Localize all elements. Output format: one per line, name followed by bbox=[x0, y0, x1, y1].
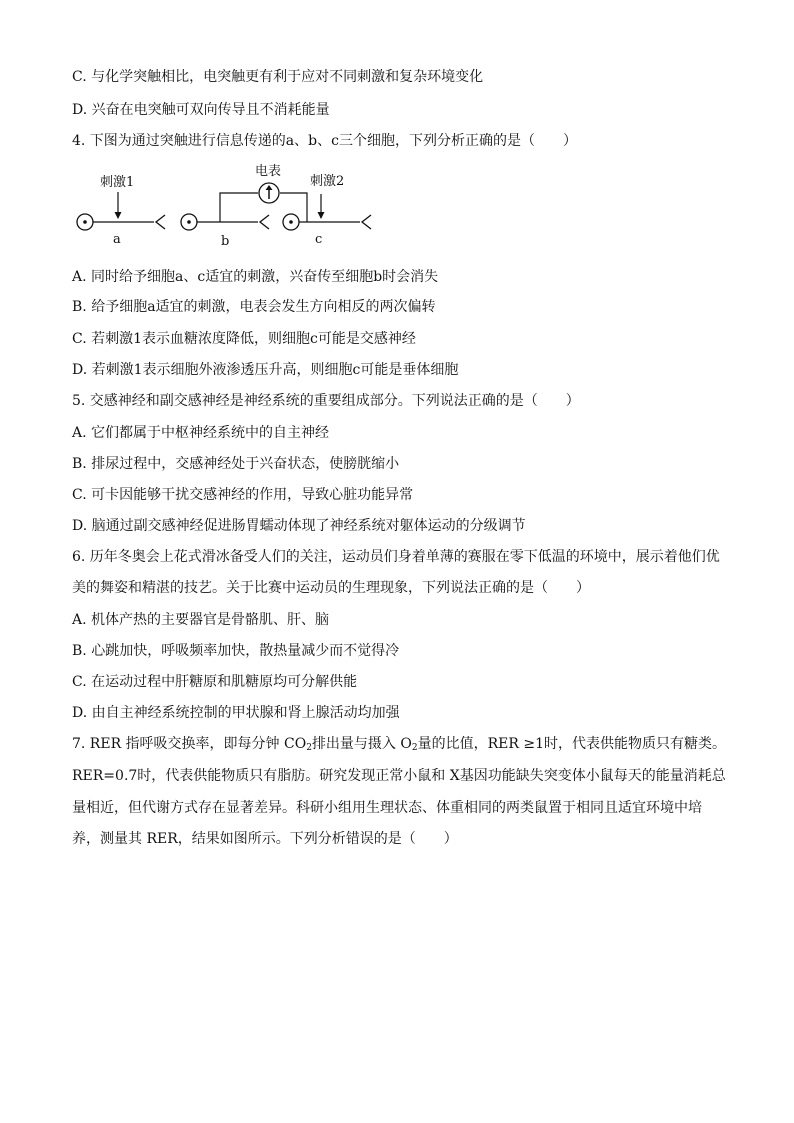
q6-option-a: A. 机体产热的主要器官是骨骼肌、肝、脑 bbox=[72, 612, 330, 628]
q5-stem: 5. 交感神经和副交感神经是神经系统的重要组成部分。下列说法正确的是（ ） bbox=[72, 393, 580, 409]
meter-wire-left bbox=[220, 193, 258, 222]
q7-line1-part3: 量的比值，RER ≥1时，代表供能物质只有糖类。 bbox=[417, 736, 726, 752]
q4-option-b: B. 给予细胞a适宜的刺激，电表会发生方向相反的两次偏转 bbox=[72, 299, 436, 315]
q5-option-d: D. 脑通过副交感神经促进肠胃蠕动体现了神经系统对躯体运动的分级调节 bbox=[72, 518, 526, 534]
q7-line2: RER=0.7时，代表供能物质只有脂肪。研究发现正常小鼠和 X基因功能缺失突变体小鼠每天的能量消耗总 bbox=[72, 768, 726, 784]
q3-option-d: D. 兴奋在电突触可双向传导且不消耗能量 bbox=[72, 102, 330, 118]
q7-line1 bbox=[72, 733, 726, 753]
q6-option-b: B. 心跳加快，呼吸频率加快，散热量减少而不觉得冷 bbox=[72, 643, 400, 659]
stimulus1-label: 刺激1 bbox=[100, 175, 135, 190]
q6-option-c: C. 在运动过程中肝糖原和肌糖原均可分解供能 bbox=[72, 674, 358, 690]
cell-c-label: c bbox=[315, 232, 323, 247]
q7-line3: 量相近，但代谢方式存在显著差异。科研小组用生理状态、体重相同的两类鼠置于相同且适宜环境中培 bbox=[72, 800, 702, 816]
q5-option-c: C. 可卡因能够干扰交感神经的作用，导致心脏功能异常 bbox=[72, 487, 414, 503]
q6-stem-line2: 美的舞姿和精湛的技艺。关于比赛中运动员的生理现象，下列说法正确的是（ ） bbox=[72, 580, 590, 596]
stimulus2-label: 刺激2 bbox=[310, 174, 345, 189]
q5-option-b: B. 排尿过程中，交感神经处于兴奋状态，使膀胱缩小 bbox=[72, 456, 400, 472]
q6-option-d: D. 由自主神经系统控制的甲状腺和肾上腺活动均加强 bbox=[72, 705, 400, 721]
cell-b-label: b bbox=[221, 234, 230, 249]
q6-stem-line1: 6. 历年冬奥会上花式滑冰备受人们的关注，运动员们身着单薄的赛服在零下低温的环境中，展示着他们优 bbox=[72, 549, 720, 565]
q3-option-c: C. 与化学突触相比，电突触更有利于应对不同刺激和复杂环境变化 bbox=[72, 69, 484, 85]
q7-line4: 养，测量其 RER，结果如图所示。下列分析错误的是（ ） bbox=[72, 831, 458, 847]
q4-option-a: A. 同时给予细胞a、c适宜的刺激，兴奋传至细胞b时会消失 bbox=[72, 269, 439, 285]
q5-option-a: A. 它们都属于中枢神经系统中的自主神经 bbox=[72, 425, 330, 441]
q4-option-c: C. 若刺激1表示血糖浓度降低，则细胞c可能是交感神经 bbox=[72, 331, 416, 347]
meter-label: 电表 bbox=[255, 164, 282, 179]
q7-line1-part1: 7. RER 指呼吸交换率，即每分钟 CO bbox=[72, 736, 307, 752]
q4-stem: 4. 下图为通过突触进行信息传递的a、b、c三个细胞，下列分析正确的是（ ） bbox=[72, 133, 577, 149]
q4-option-d: D. 若刺激1表示细胞外液渗透压升高，则细胞c可能是垂体细胞 bbox=[72, 362, 459, 378]
o2-subscript: 2 bbox=[411, 743, 418, 753]
cell-a-label: a bbox=[113, 232, 121, 247]
q7-line1-part2: 排出量与摄入 O bbox=[311, 736, 412, 752]
synapse-diagram bbox=[72, 160, 372, 250]
co2-subscript: 2 bbox=[306, 743, 312, 753]
